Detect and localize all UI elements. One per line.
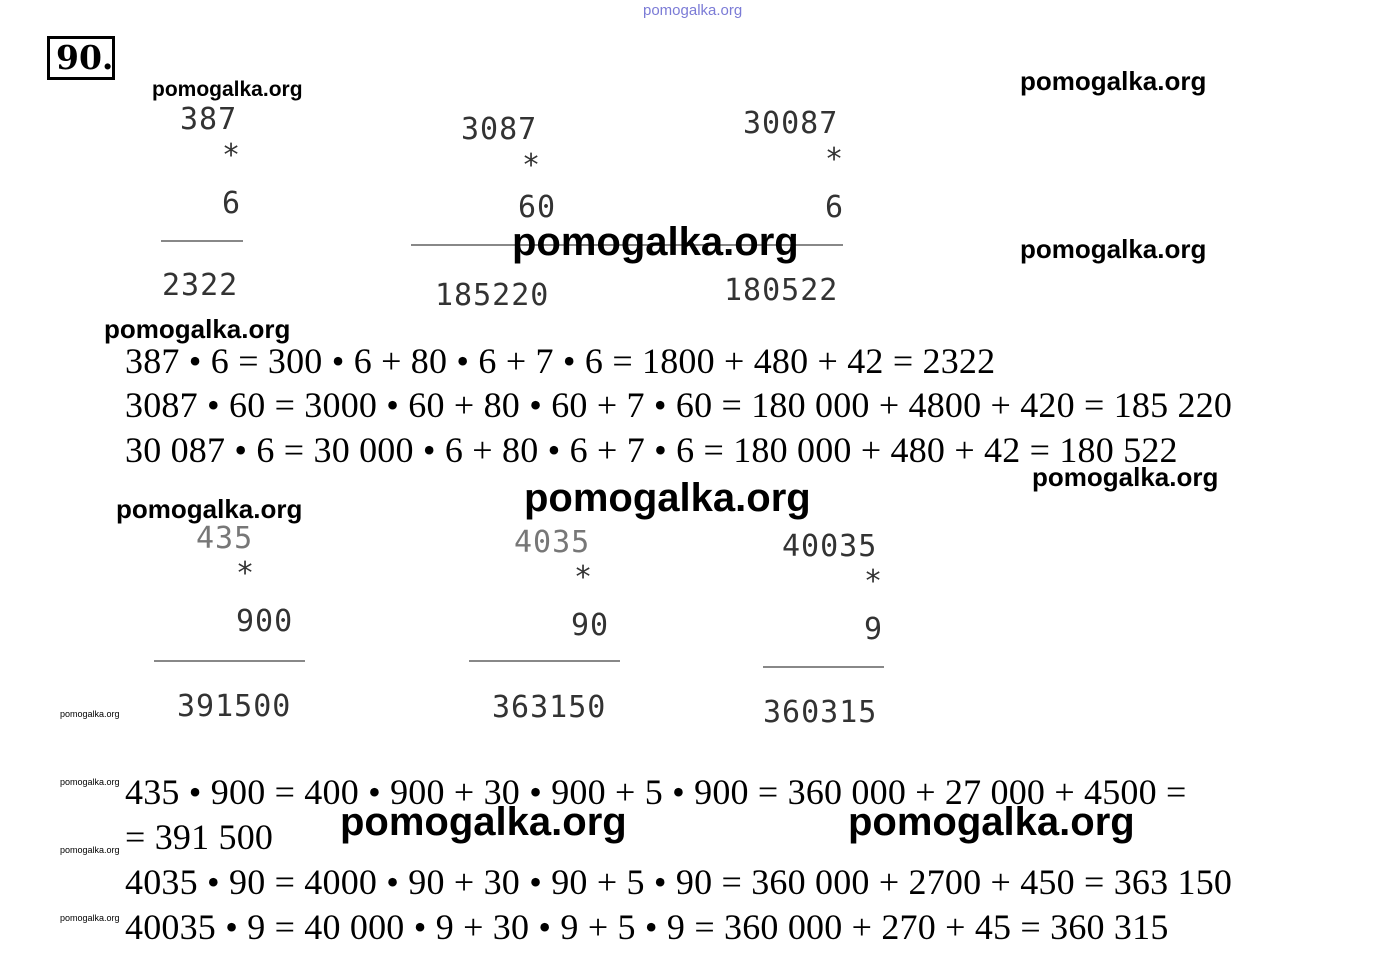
equation-line: 30 087 • 6 = 30 000 • 6 + 80 • 6 + 7 • 6 = 180 000 + 480 + 42 = 180 522 [125, 430, 1178, 470]
watermark: pomogalka.org [848, 800, 1135, 844]
multiplier: 9 [864, 612, 884, 647]
result-line [161, 240, 243, 242]
multiplier: 6 [825, 190, 845, 225]
watermark: pomogalka.org [1032, 462, 1219, 492]
watermark: pomogalka.org [340, 800, 627, 844]
multiplicand: 387 [180, 102, 238, 137]
multiply-sign: * [864, 564, 884, 599]
multiplicand: 40035 [782, 529, 878, 564]
result-line [154, 660, 305, 662]
watermark: pomogalka.org [60, 709, 120, 719]
equation-line: 3087 • 60 = 3000 • 60 + 80 • 60 + 7 • 60 = 180 000 + 4800 + 420 = 185 220 [125, 385, 1233, 425]
multiply-sign: * [222, 138, 242, 173]
watermark-top: pomogalka.org [643, 2, 743, 19]
multiply-sign: * [574, 560, 594, 595]
watermark: pomogalka.org [60, 777, 120, 787]
product: 391500 [177, 689, 292, 724]
multiplicand: 30087 [743, 106, 839, 141]
multiply-sign: * [236, 556, 256, 591]
watermark: pomogalka.org [1020, 66, 1207, 96]
watermark: pomogalka.org [60, 845, 120, 855]
multiply-sign: * [522, 148, 542, 183]
equation-line: 435 • 900 = 400 • 900 + 30 • 900 + 5 • 900 = 360 000 + 27 000 + 4500 = [125, 772, 1187, 812]
multiplicand: 3087 [461, 112, 538, 147]
watermark: pomogalka.org [524, 476, 811, 520]
multiply-sign: * [825, 142, 845, 177]
multiplier: 6 [222, 186, 242, 221]
result-line [763, 666, 884, 668]
task-number: 90. [47, 36, 115, 80]
equation-line: 40035 • 9 = 40 000 • 9 + 30 • 9 + 5 • 9 = 360 000 + 270 + 45 = 360 315 [125, 907, 1169, 947]
equation-line: 387 • 6 = 300 • 6 + 80 • 6 + 7 • 6 = 1800 + 480 + 42 = 2322 [125, 341, 996, 381]
equation-line: 4035 • 90 = 4000 • 90 + 30 • 90 + 5 • 90 = 360 000 + 2700 + 450 = 363 150 [125, 862, 1233, 902]
watermark: pomogalka.org [116, 494, 303, 524]
equation-line: = 391 500 [125, 817, 274, 857]
product: 363150 [492, 690, 607, 725]
product: 360315 [763, 695, 878, 730]
product: 2322 [162, 268, 239, 303]
product: 180522 [724, 273, 839, 308]
watermark: pomogalka.org [152, 78, 303, 101]
product: 185220 [435, 278, 550, 313]
multiplier: 900 [236, 604, 294, 639]
result-line [469, 660, 620, 662]
watermark: pomogalka.org [104, 314, 291, 344]
multiplicand: 435 [196, 521, 254, 556]
multiplier: 90 [571, 608, 610, 643]
watermark: pomogalka.org [512, 220, 799, 264]
watermark: pomogalka.org [1020, 234, 1207, 264]
watermark: pomogalka.org [60, 913, 120, 923]
multiplier: 60 [518, 190, 557, 225]
multiplicand: 4035 [514, 525, 591, 560]
